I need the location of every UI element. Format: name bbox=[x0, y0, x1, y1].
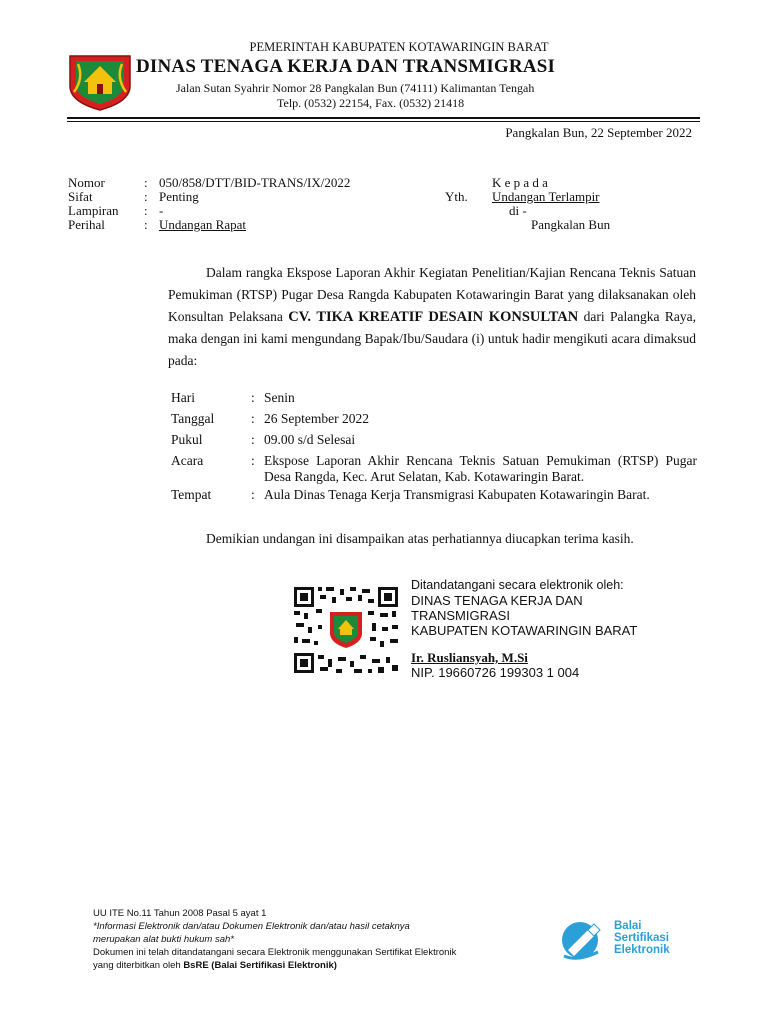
footer-statement-line1: Dokumen ini telah ditandatangani secara Elektronik menggunakan Sertifikat Elektronik bbox=[93, 947, 457, 958]
footer-notice bbox=[93, 907, 538, 972]
detail-value: Aula Dinas Tenaga Kerja Transmigrasi Kabupaten Kotawaringin Barat. bbox=[264, 487, 650, 502]
detail-value: Senin bbox=[264, 390, 295, 405]
footer-law: UU ITE No.11 Tahun 2008 Pasal 5 ayat 1 bbox=[93, 908, 267, 919]
footer-note-line1: *Informasi Elektronik dan/atau Dokumen Elektronik dan/atau hasil cetaknya bbox=[93, 921, 410, 932]
detail-row-acara bbox=[171, 453, 699, 487]
detail-sep: : bbox=[251, 411, 255, 426]
meta-value: 050/858/DTT/BID-TRANS/IX/2022 bbox=[159, 175, 351, 190]
detail-row-hari bbox=[171, 390, 699, 411]
detail-label: Hari bbox=[171, 390, 195, 405]
bsre-pen-icon bbox=[558, 916, 610, 964]
meta-value: Undangan Rapat bbox=[159, 217, 247, 232]
meta-sep: : bbox=[144, 203, 148, 218]
detail-sep: : bbox=[251, 432, 255, 447]
qr-code bbox=[292, 585, 400, 675]
signatory-nip: NIP. 19660726 199303 1 004 bbox=[411, 665, 580, 680]
paragraph-text-part1: Dalam rangka Ekspose Laporan Akhir Kegiatan Penelitian/Kajian Rencana Teknis Satuan Pemukiman (RTSP) Pugar Desa Rangda Kabupaten Kotawaringin Barat yang dilaksanakan oleh Konsultan Pelaksana bbox=[168, 265, 696, 324]
office-line-1: DINAS TENAGA KERJA DAN bbox=[411, 593, 583, 608]
bsre-logo-text bbox=[614, 920, 670, 956]
meta-label: Sifat bbox=[68, 189, 93, 204]
detail-sep: : bbox=[251, 487, 255, 502]
detail-sep: : bbox=[251, 453, 255, 468]
recipient-place: Pangkalan Bun bbox=[531, 217, 611, 232]
detail-label: Tempat bbox=[171, 487, 212, 502]
recipient-di: di - bbox=[509, 203, 527, 218]
recipient-kepada: K e p a d a bbox=[492, 175, 548, 190]
signature-block bbox=[411, 578, 637, 680]
bsre-line-2: Sertifikasi bbox=[614, 932, 669, 944]
closing-sentence: Demikian undangan ini disampaikan atas perhatiannya diucapkan terima kasih. bbox=[206, 531, 634, 546]
meta-label: Nomor bbox=[68, 175, 105, 190]
agency-address: Jalan Sutan Syahrir Nomor 28 Pangkalan Bun (74111) Kalimantan Tengah bbox=[176, 81, 535, 95]
meta-value: Penting bbox=[159, 189, 199, 204]
detail-value: 09.00 s/d Selesai bbox=[264, 432, 356, 447]
header-divider-thin bbox=[67, 121, 700, 122]
meta-sep: : bbox=[144, 217, 148, 232]
agency-phone: Telp. (0532) 22154, Fax. (0532) 21418 bbox=[277, 96, 465, 110]
agency-name: DINAS TENAGA KERJA DAN TRANSMIGRASI bbox=[136, 56, 556, 77]
detail-sep: : bbox=[251, 390, 255, 405]
meta-value: - bbox=[159, 203, 164, 218]
signed-by-label: Ditandatangani secara elektronik oleh: bbox=[411, 578, 624, 592]
office-line-2: TRANSMIGRASI bbox=[411, 608, 510, 623]
bsre-line-1: Balai bbox=[614, 920, 642, 932]
signatory-name: Ir. Rusliansyah, M.Si bbox=[411, 650, 528, 665]
meta-sep: : bbox=[144, 175, 148, 190]
paragraph-text-part2: dari Palangka Raya, maka dengan ini kami mengundang Bapak/Ibu/Saudara (i) untuk hadir mengikuti acara dimaksud pada: bbox=[168, 309, 697, 368]
detail-row-tanggal bbox=[171, 411, 699, 432]
detail-row-pukul bbox=[171, 432, 699, 453]
detail-label: Tanggal bbox=[171, 411, 215, 426]
meta-label: Perihal bbox=[68, 217, 105, 232]
recipient-yth: Yth. bbox=[445, 189, 468, 204]
detail-value: Ekspose Laporan Akhir Rencana Teknis Satuan Pemukiman (RTSP) Pugar Desa Rangda, Kec. Arut Selatan, Kab. Kotawaringin Barat. bbox=[264, 453, 697, 484]
office-line-3: KABUPATEN KOTAWARINGIN BARAT bbox=[411, 623, 638, 638]
regional-emblem bbox=[64, 52, 136, 112]
meta-sep: : bbox=[144, 189, 148, 204]
recipient-name: Undangan Terlampir bbox=[492, 189, 600, 204]
invitation-paragraph bbox=[168, 262, 696, 372]
meta-label: Lampiran bbox=[68, 203, 119, 218]
header-divider-thick bbox=[67, 117, 700, 119]
consultant-name: CV. TIKA KREATIF DESAIN KONSULTAN bbox=[288, 309, 579, 325]
event-details bbox=[171, 390, 699, 508]
detail-row-tempat bbox=[171, 487, 699, 508]
footer-statement-line2 bbox=[93, 959, 538, 972]
bsre-logo bbox=[558, 916, 688, 964]
footer-issuer-prefix: yang diterbitkan oleh bbox=[93, 960, 181, 971]
detail-label: Pukul bbox=[171, 432, 203, 447]
government-name: PEMERINTAH KABUPATEN KOTAWARINGIN BARAT bbox=[249, 40, 549, 54]
footer-issuer-name: BsRE (Balai Sertifikasi Elektronik) bbox=[183, 960, 337, 971]
detail-value: 26 September 2022 bbox=[264, 411, 369, 426]
bsre-line-3: Elektronik bbox=[614, 944, 670, 956]
letter-date: Pangkalan Bun, 22 September 2022 bbox=[505, 125, 692, 140]
detail-label: Acara bbox=[171, 453, 204, 468]
footer-note-line2: merupakan alat bukti hukum sah* bbox=[93, 934, 234, 945]
